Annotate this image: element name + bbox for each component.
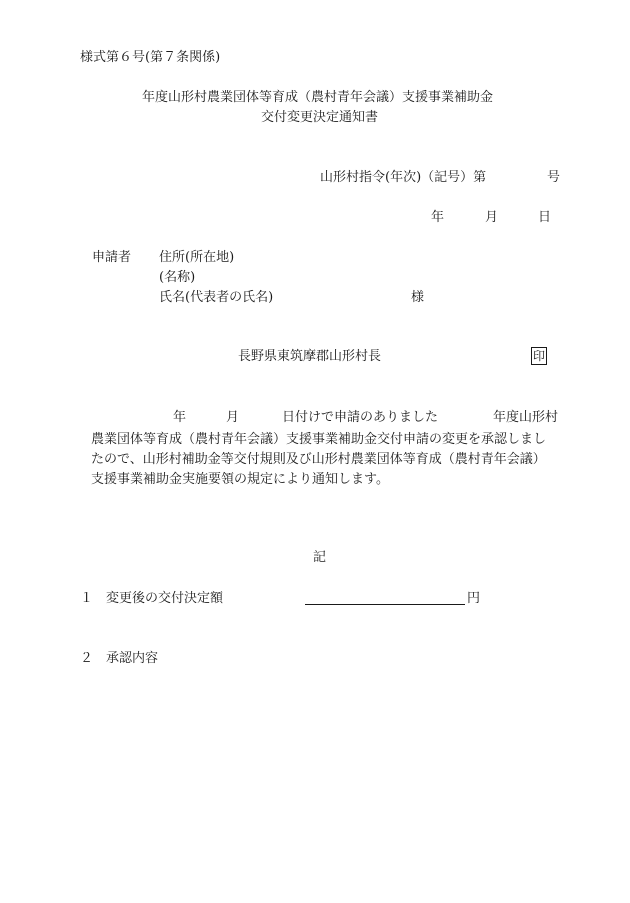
body-month: 月 <box>226 410 240 425</box>
applicant-name: (名称) <box>159 270 196 285</box>
item-2-number: ２ <box>80 651 94 666</box>
item-1-label: 変更後の交付決定額 <box>106 591 224 606</box>
doc-number-suffix: 号 <box>547 170 561 185</box>
amount-blank-line <box>305 592 465 605</box>
item-2-label: 承認内容 <box>106 651 159 666</box>
date-day: 日 <box>538 210 552 225</box>
body-year: 年 <box>173 410 187 425</box>
applicant-label: 申請者 <box>92 250 132 265</box>
body-line1-tail: 年度山形村 <box>493 410 559 425</box>
title-line-1: 年度山形村農業団体等育成（農村青年会議）支援事業補助金 <box>142 90 494 105</box>
ki-heading: 記 <box>313 550 327 565</box>
form-label: 様式第６号(第７条関係) <box>80 50 221 65</box>
applicant-address: 住所(所在地) <box>159 250 235 265</box>
amount-unit: 円 <box>467 591 481 606</box>
body-line-3: たので、山形村補助金等交付規則及び山形村農業団体等育成（農村青年会議） <box>91 452 546 467</box>
applicant-honorific: 様 <box>411 290 425 305</box>
item-1-number: １ <box>80 591 94 606</box>
doc-number-prefix: 山形村指令(年次)（記号）第 <box>320 170 487 185</box>
amount-field <box>305 592 480 605</box>
seal-mark: 印 <box>533 349 546 363</box>
body-line-2: 農業団体等育成（農村青年会議）支援事業補助金交付申請の変更を承認しまし <box>91 432 547 447</box>
seal-box <box>531 347 547 365</box>
title-line-2: 交付変更決定通知書 <box>261 110 379 125</box>
issuer-name: 長野県東筑摩郡山形村長 <box>238 349 382 364</box>
date-month: 月 <box>485 210 499 225</box>
date-year: 年 <box>431 210 445 225</box>
applicant-representative: 氏名(代表者の氏名) <box>159 290 274 305</box>
body-lead: 日付けで申請のありました <box>282 410 439 425</box>
body-line-4: 支援事業補助金実施要領の規定により通知します。 <box>91 472 389 487</box>
